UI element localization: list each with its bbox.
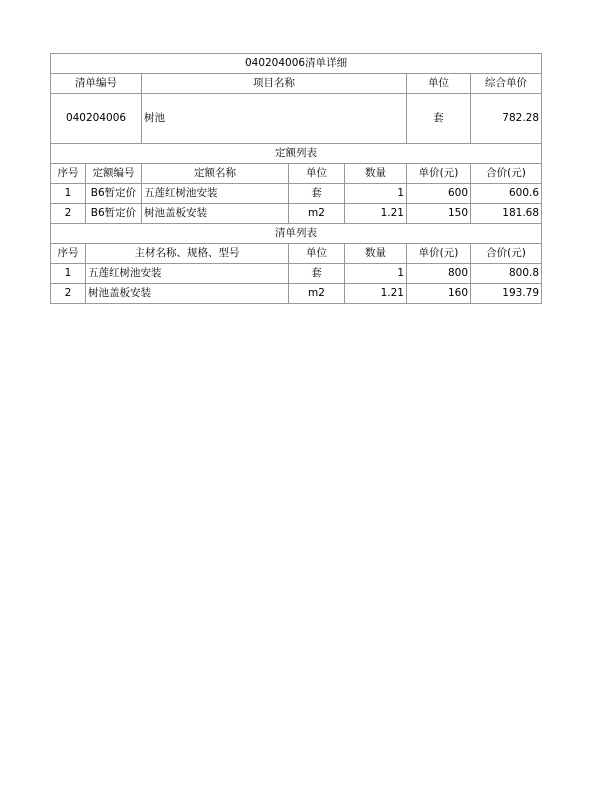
item-name: 树池 xyxy=(142,94,407,144)
materials-row-name: 五莲红树池安装 xyxy=(86,264,289,284)
quota-row-name: 树池盖板安装 xyxy=(142,204,289,224)
table-row xyxy=(51,204,542,224)
materials-col-no: 序号 xyxy=(51,244,86,264)
quota-row-qty: 1 xyxy=(345,184,407,204)
quota-col-code: 定额编号 xyxy=(86,164,142,184)
quota-row-unit: 套 xyxy=(289,184,345,204)
quota-section-title: 定额列表 xyxy=(51,144,542,164)
quota-col-qty: 数量 xyxy=(345,164,407,184)
materials-header-row xyxy=(51,244,542,264)
code-header: 清单编号 xyxy=(51,74,142,94)
materials-col-price: 单价(元) xyxy=(407,244,471,264)
materials-col-total: 合价(元) xyxy=(471,244,542,264)
quota-col-total: 合价(元) xyxy=(471,164,542,184)
bill-detail-table xyxy=(50,53,542,304)
quota-col-name: 定额名称 xyxy=(142,164,289,184)
quota-row-qty: 1.21 xyxy=(345,204,407,224)
quota-row-price: 600 xyxy=(407,184,471,204)
materials-row-unit: m2 xyxy=(289,284,345,304)
materials-row-total: 800.8 xyxy=(471,264,542,284)
item-unit: 套 xyxy=(407,94,471,144)
quota-row-no: 2 xyxy=(51,204,86,224)
quota-row-code: B6暂定价 xyxy=(86,204,142,224)
materials-row-no: 1 xyxy=(51,264,86,284)
materials-col-name: 主材名称、规格、型号 xyxy=(86,244,289,264)
quota-header-row xyxy=(51,164,542,184)
table-row xyxy=(51,184,542,204)
materials-row-qty: 1 xyxy=(345,264,407,284)
materials-row-qty: 1.21 xyxy=(345,284,407,304)
table-row xyxy=(51,284,542,304)
materials-row-price: 800 xyxy=(407,264,471,284)
quota-row-total: 600.6 xyxy=(471,184,542,204)
materials-col-qty: 数量 xyxy=(345,244,407,264)
quota-section-row xyxy=(51,144,542,164)
quota-col-no: 序号 xyxy=(51,164,86,184)
quota-row-unit: m2 xyxy=(289,204,345,224)
quota-col-price: 单价(元) xyxy=(407,164,471,184)
materials-col-unit: 单位 xyxy=(289,244,345,264)
item-price: 782.28 xyxy=(471,94,542,144)
quota-row-total: 181.68 xyxy=(471,204,542,224)
quota-row-price: 150 xyxy=(407,204,471,224)
quota-row-name: 五莲红树池安装 xyxy=(142,184,289,204)
materials-row-no: 2 xyxy=(51,284,86,304)
price-header: 综合单价 xyxy=(471,74,542,94)
header-row xyxy=(51,74,542,94)
materials-section-row xyxy=(51,224,542,244)
materials-row-total: 193.79 xyxy=(471,284,542,304)
item-code: 040204006 xyxy=(51,94,142,144)
unit-header: 单位 xyxy=(407,74,471,94)
quota-col-unit: 单位 xyxy=(289,164,345,184)
materials-row-price: 160 xyxy=(407,284,471,304)
materials-row-name: 树池盖板安装 xyxy=(86,284,289,304)
materials-section-title: 清单列表 xyxy=(51,224,542,244)
quota-row-code: B6暂定价 xyxy=(86,184,142,204)
materials-row-unit: 套 xyxy=(289,264,345,284)
name-header: 项目名称 xyxy=(142,74,407,94)
quota-row-no: 1 xyxy=(51,184,86,204)
table-title: 040204006清单详细 xyxy=(51,54,542,74)
item-row xyxy=(51,94,542,144)
table-row xyxy=(51,264,542,284)
title-row xyxy=(51,54,542,74)
